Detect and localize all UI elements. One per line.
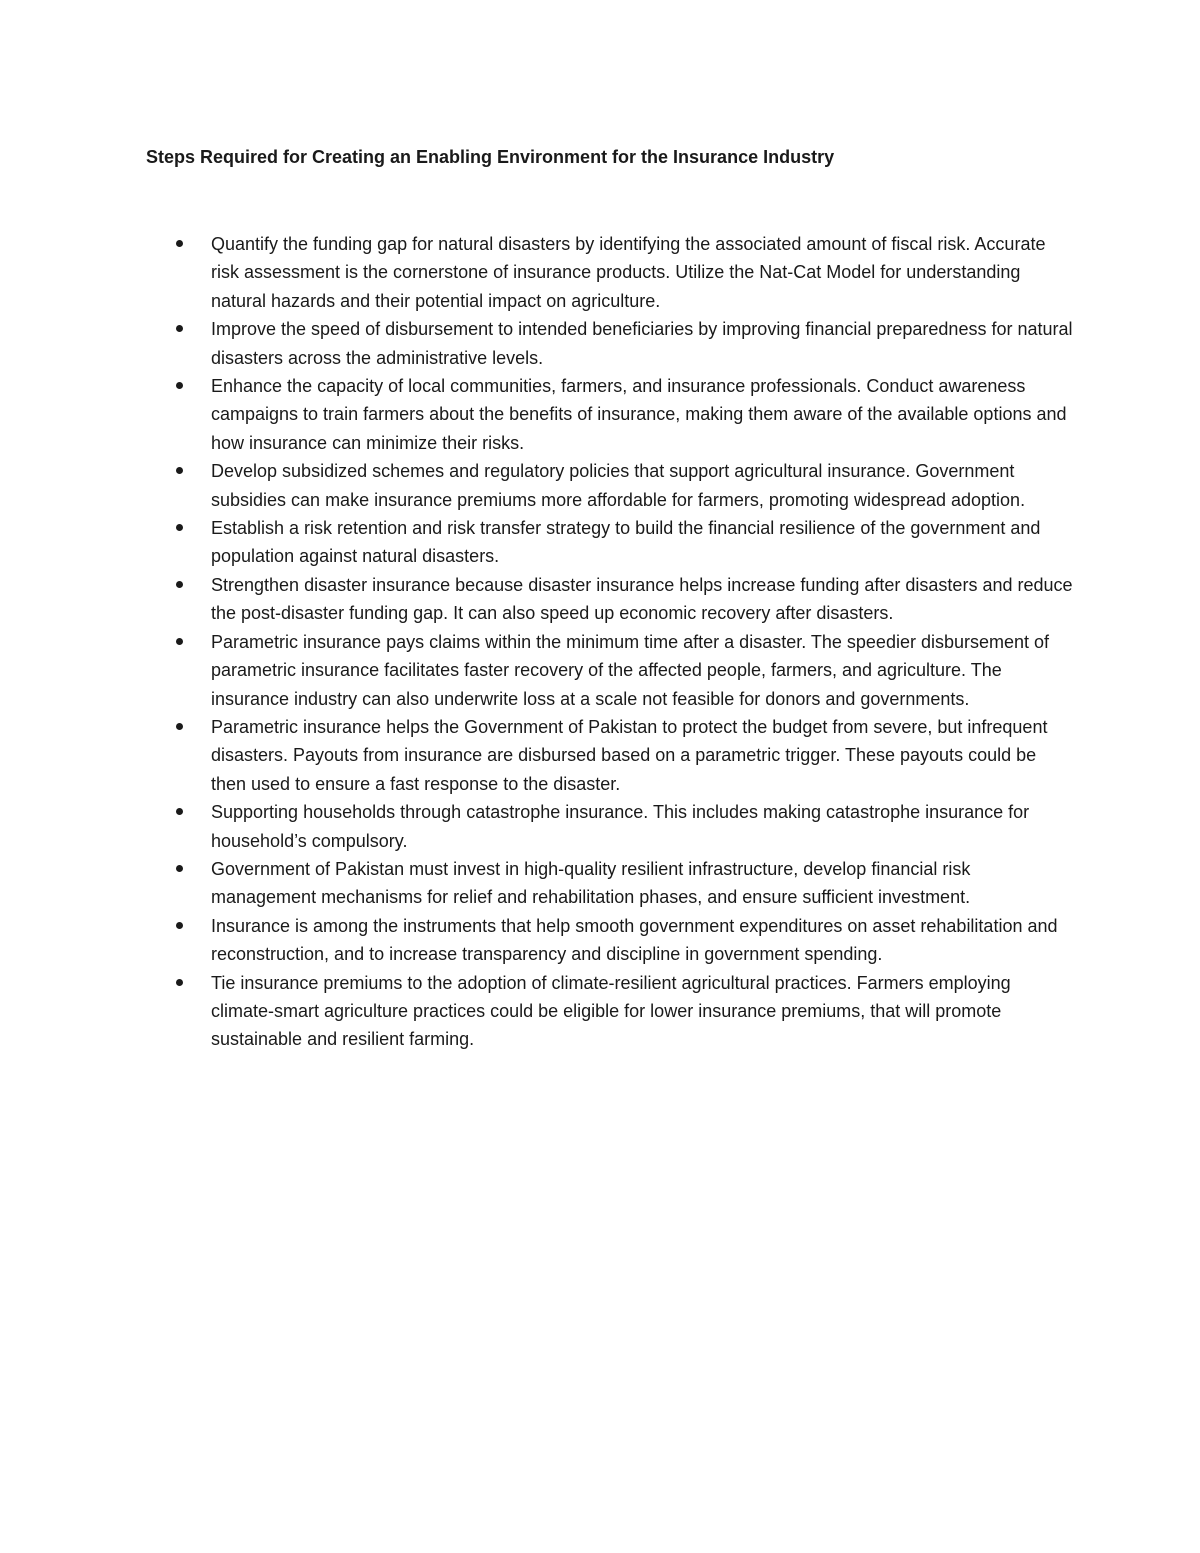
list-item-text: Parametric insurance pays claims within the minimum time after a disaster. The speedier disbursement of parametric insurance facilitates faster recovery of the affected people, farmers, and agriculture. The insurance industry can also underwrite loss at a scale not feasible for donors and governments. bbox=[211, 631, 1050, 709]
list-item-text: Develop subsidized schemes and regulatory policies that support agricultural insurance. Government subsidies can make insurance premiums more affordable for farmers, promoting widespread adoption. bbox=[211, 461, 1026, 510]
list-item bbox=[176, 855, 1076, 912]
list-item-text: Establish a risk retention and risk transfer strategy to build the financial resilience of the government and population against natural disasters. bbox=[211, 518, 1041, 567]
list-item bbox=[176, 713, 1076, 798]
bullet-icon bbox=[176, 524, 183, 531]
bullet-icon bbox=[176, 808, 183, 815]
bullet-icon bbox=[176, 467, 183, 474]
bullet-icon bbox=[176, 638, 183, 645]
list-item-text: Supporting households through catastrophe insurance. This includes making catastrophe insurance for household’s compulsory. bbox=[211, 802, 1030, 851]
list-item bbox=[176, 230, 1076, 315]
bullet-icon bbox=[176, 325, 183, 332]
list-item bbox=[176, 372, 1076, 457]
list-item bbox=[176, 912, 1076, 969]
list-item bbox=[176, 798, 1076, 855]
bullet-icon bbox=[176, 865, 183, 872]
list-item-text: Enhance the capacity of local communities, farmers, and insurance professionals. Conduct awareness campaigns to train farmers about the benefits of insurance, making them aware of the available options and how insurance can minimize their risks. bbox=[211, 376, 1067, 453]
list-item bbox=[176, 457, 1076, 514]
bullet-icon bbox=[176, 723, 183, 730]
bullet-icon bbox=[176, 581, 183, 588]
bullet-icon bbox=[176, 382, 183, 389]
list-item-text: Improve the speed of disbursement to intended beneficiaries by improving financial preparedness for natural disasters across the administrative levels. bbox=[211, 319, 1073, 368]
list-item-text: Insurance is among the instruments that help smooth government expenditures on asset rehabilitation and reconstruction, and to increase transparency and discipline in government spending. bbox=[211, 915, 1058, 965]
list-item bbox=[176, 514, 1076, 571]
list-item bbox=[176, 628, 1076, 713]
list-item-text: Parametric insurance helps the Government of Pakistan to protect the budget from severe, but infrequent disasters. Payouts from insurance are disbursed based on a parametric trigger. These payouts could be then used to ensure a fast response to the disaster. bbox=[211, 716, 1048, 794]
list-item-text: Strengthen disaster insurance because disaster insurance helps increase funding after disasters and reduce the post-disaster funding gap. It can also speed up economic recovery after disasters. bbox=[211, 574, 1073, 624]
bullet-icon bbox=[176, 240, 183, 247]
list-item-text: Quantify the funding gap for natural disasters by identifying the associated amount of fiscal risk. Accurate risk assessment is the cornerstone of insurance products. Utilize the Nat-Cat Model for understanding natural hazards and their potential impact on agriculture. bbox=[211, 234, 1046, 311]
page-title: Steps Required for Creating an Enabling Environment for the Insurance Industry bbox=[146, 147, 835, 167]
bullet-icon bbox=[176, 922, 183, 929]
list-item bbox=[176, 315, 1076, 372]
list-item bbox=[176, 969, 1076, 1054]
bullet-icon bbox=[176, 979, 183, 986]
list-item-text: Tie insurance premiums to the adoption of climate-resilient agricultural practices. Farmers employing climate-smart agriculture practices could be eligible for lower insurance premiums, that will promote sustainable and resilient farming. bbox=[211, 972, 1011, 1050]
list-item bbox=[176, 571, 1076, 628]
bullet-list bbox=[176, 230, 1076, 1054]
list-item-text: Government of Pakistan must invest in high-quality resilient infrastructure, develop financial risk management mechanisms for relief and rehabilitation phases, and ensure sufficient investment. bbox=[211, 858, 971, 908]
